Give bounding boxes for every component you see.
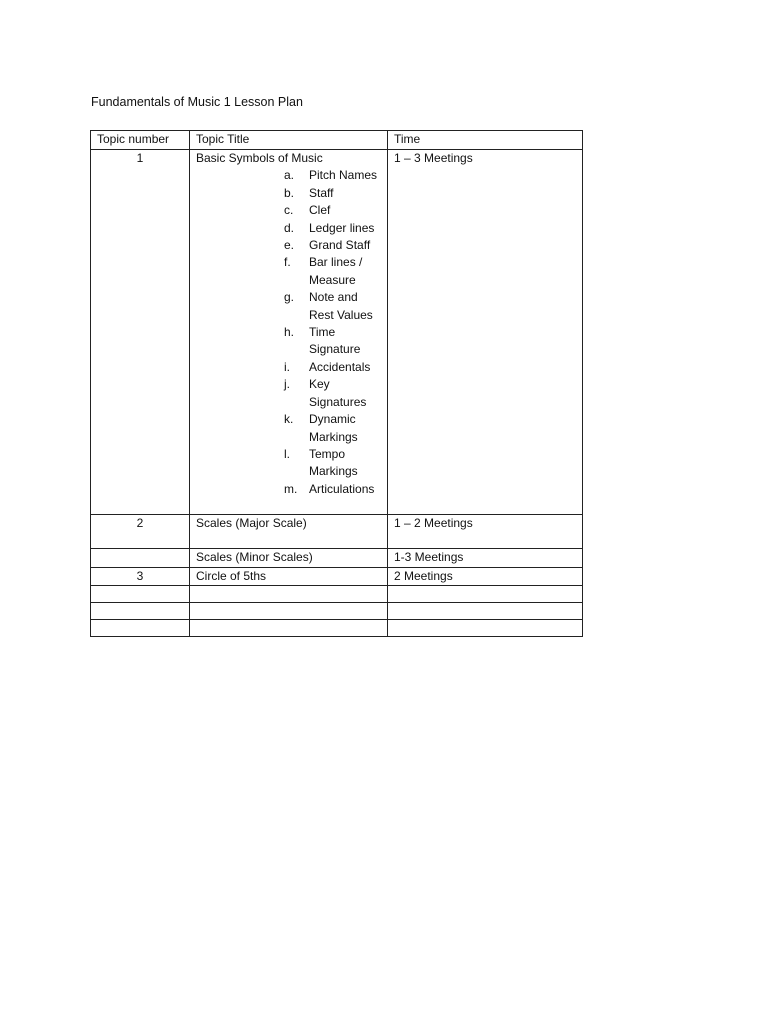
subtopic-letter: h. [284,325,295,340]
document-title: Fundamentals of Music 1 Lesson Plan [91,95,303,109]
header-topic-title: Topic Title [190,131,388,150]
empty-cell [91,602,190,619]
subtopic-letter: a. [284,168,295,183]
subtopic-letter: g. [284,290,295,305]
subtopic-item [284,289,381,324]
subtopic-letter: l. [284,446,290,461]
subtopic-letter: f. [284,255,291,270]
subtopic-text: Tempo Markings [309,446,358,479]
subtopic-text: Staff [309,185,334,200]
table-row [91,567,583,585]
subtopic-letter: j. [284,377,290,392]
topic-number-cell: 3 [91,567,190,585]
subtopic-text: Key Signatures [309,377,367,409]
subtopic-item [284,202,381,219]
empty-cell [91,585,190,602]
topic-title-cell [190,150,388,515]
subtopic-text: Clef [309,203,331,218]
topic-number-cell: 1 [91,150,190,515]
empty-table-row [91,619,583,636]
subtopic-item [284,167,381,184]
empty-cell [190,585,388,602]
empty-table-row [91,602,583,619]
topic-number-cell: 2 [91,515,190,549]
table-row [91,549,583,567]
empty-cell [388,619,583,636]
subtopic-text: Note and Rest Values [309,290,373,322]
subtopic-item [284,359,381,376]
subtopic-text: Time Signature [309,325,361,357]
table-row [91,150,583,515]
subtopic-letter: e. [284,238,295,253]
subtopic-item [284,446,381,481]
empty-cell [190,619,388,636]
time-cell: 1 – 2 Meetings [388,515,583,549]
time-cell: 1 – 3 Meetings [388,150,583,515]
table-row [91,515,583,549]
subtopic-letter: m. [284,481,298,496]
subtopic-item [284,237,381,254]
subtopic-item [284,185,381,202]
subtopic-text: Articulations [309,481,375,496]
subtopic-item [284,254,381,289]
subtopic-letter: d. [284,220,295,235]
empty-cell [388,602,583,619]
lesson-plan-table [90,130,583,637]
subtopic-item [284,376,381,411]
subtopic-text: Ledger lines [309,220,375,235]
subtopic-text: Accidentals [309,359,371,374]
empty-table-row [91,585,583,602]
topic-title-cell: Circle of 5ths [190,567,388,585]
topic-number-cell [91,549,190,567]
topic-title-cell: Scales (Minor Scales) [190,549,388,567]
subtopic-text: Bar lines / Measure [309,255,363,287]
subtopic-item [284,481,381,498]
header-time: Time [388,131,583,150]
empty-cell [190,602,388,619]
subtopic-text: Pitch Names [309,168,378,183]
subtopic-letter: c. [284,203,294,218]
empty-cell [91,619,190,636]
topic-title: Basic Symbols of Music [196,151,323,165]
header-topic-number: Topic number [91,131,190,150]
subtopic-text: Grand Staff [309,238,371,253]
time-cell: 1-3 Meetings [388,549,583,567]
subtopic-item [284,220,381,237]
table-header-row [91,131,583,150]
subtopic-item [284,324,381,359]
empty-cell [388,585,583,602]
subtopic-letter: k. [284,412,294,427]
subtopic-text: Dynamic Markings [309,412,358,444]
subtopic-letter: i. [284,359,290,374]
subtopic-list [196,167,381,498]
subtopic-item [284,411,381,446]
time-cell: 2 Meetings [388,567,583,585]
topic-title-cell: Scales (Major Scale) [190,515,388,549]
subtopic-letter: b. [284,185,295,200]
